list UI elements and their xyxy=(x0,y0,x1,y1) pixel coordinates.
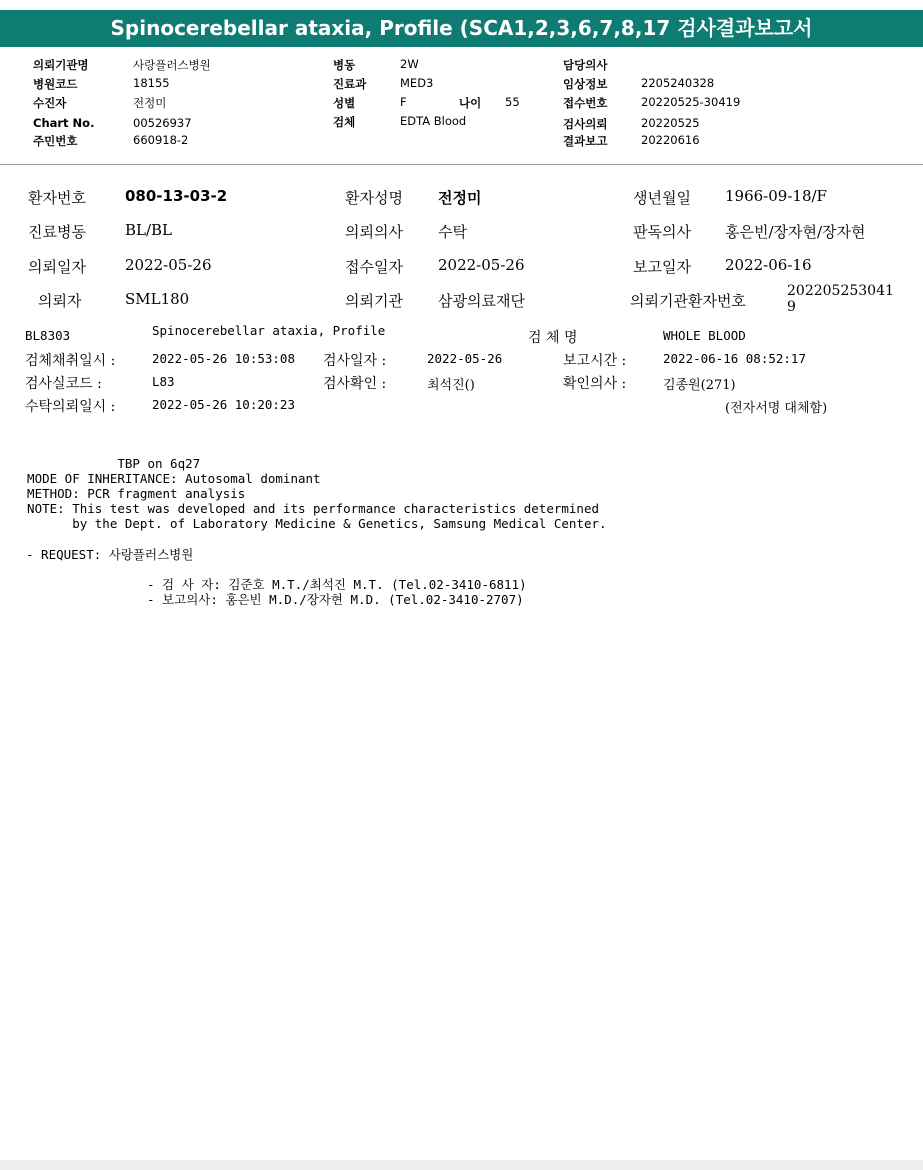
patient-label: 보고일자 xyxy=(633,258,691,276)
signer-line: - 보고의사: 홍은빈 M.D./장자현 M.D. (Tel.02-3410-2707) xyxy=(147,592,524,607)
test-label: 확인의사 : xyxy=(563,376,627,392)
header-value: 20220616 xyxy=(641,133,700,147)
patient-value: 2022-05-26 xyxy=(125,256,212,274)
header-label: 임상정보 xyxy=(563,77,608,91)
test-label: 검체채취일시 : xyxy=(25,353,116,369)
header-value: 20220525-30419 xyxy=(641,95,741,109)
header-value: MED3 xyxy=(400,76,434,90)
patient-label: 환자성명 xyxy=(345,189,403,207)
header-label: 병원코드 xyxy=(33,77,78,91)
test-value: 2022-05-26 xyxy=(427,351,503,366)
patient-label: 판독의사 xyxy=(633,223,691,241)
test-value: 2022-06-16 08:52:17 xyxy=(663,351,806,366)
header-label: 병동 xyxy=(333,58,356,72)
patient-label: 진료병동 xyxy=(28,223,86,241)
report-line: METHOD: PCR fragment analysis xyxy=(12,486,246,501)
test-label: 검사일자 : xyxy=(323,353,387,369)
patient-label: 의뢰의사 xyxy=(345,223,403,241)
header-value: F xyxy=(400,95,407,109)
header-label: Chart No. xyxy=(33,116,95,130)
header-label: 접수번호 xyxy=(563,96,608,110)
header-value: 18155 xyxy=(133,76,170,90)
header-value: 사랑플러스병원 xyxy=(133,58,211,72)
patient-value: 홍은빈/장자현/장자현 xyxy=(725,223,866,241)
patient-value: 삼광의료재단 xyxy=(438,292,525,310)
test-label: 검사확인 : xyxy=(323,376,387,392)
header-value: 2205240328 xyxy=(641,76,715,90)
patient-label: 의뢰기관 xyxy=(345,292,403,310)
patient-value: 2022-06-16 xyxy=(725,256,812,274)
patient-number: 080-13-03-2 xyxy=(125,187,228,205)
signature-note: (전자서명 대체함) xyxy=(725,401,828,416)
specimen-value: WHOLE BLOOD xyxy=(663,328,746,343)
header-label: 담당의사 xyxy=(563,58,608,72)
signer-line: - 검 사 자: 김준호 M.T./최석진 M.T. (Tel.02-3410-6811) xyxy=(147,577,527,592)
specimen-label: 검 체 명 xyxy=(528,330,578,346)
header-label: 결과보고 xyxy=(563,134,608,148)
patient-value: BL/BL xyxy=(125,221,173,239)
header-label: 의뢰기관명 xyxy=(33,58,89,72)
patient-label: 환자번호 xyxy=(28,189,86,207)
request-line: - REQUEST: 사랑플러스병원 xyxy=(26,547,194,562)
header-value: 660918-2 xyxy=(133,133,189,147)
test-code: BL8303 xyxy=(25,328,71,343)
header-label: 주민번호 xyxy=(33,134,78,148)
patient-label: 의뢰기관환자번호 xyxy=(630,292,746,310)
patient-value: SML180 xyxy=(125,290,190,308)
header-label: 검체 xyxy=(333,115,356,129)
header-value: 55 xyxy=(505,95,520,109)
footer-bar xyxy=(0,1160,923,1170)
patient-label: 의뢰일자 xyxy=(28,258,86,276)
report-title: Spinocerebellar ataxia, Profile (SCA1,2,3,6,7,8,17 검사결과보고서 xyxy=(0,10,923,47)
header-label: 진료과 xyxy=(333,77,367,91)
test-value: 2022-05-26 10:53:08 xyxy=(152,351,295,366)
patient-label: 의뢰자 xyxy=(38,292,82,310)
test-value: 김종원(271) xyxy=(663,378,736,393)
report-line: by the Dept. of Laboratory Medicine & Genetics, Samsung Medical Center. xyxy=(12,516,607,531)
header-value: EDTA Blood xyxy=(400,114,467,128)
patient-value: 202205253041 xyxy=(787,283,894,299)
patient-value: 1966-09-18/F xyxy=(725,187,827,205)
test-value: 2022-05-26 10:20:23 xyxy=(152,397,295,412)
report-line: MODE OF INHERITANCE: Autosomal dominant xyxy=(12,471,321,486)
test-name: Spinocerebellar ataxia, Profile xyxy=(152,323,386,338)
header-label: 수진자 xyxy=(33,96,67,110)
patient-label: 생년월일 xyxy=(633,189,691,207)
header-label: 나이 xyxy=(459,96,482,110)
patient-label: 접수일자 xyxy=(345,258,403,276)
header-label: 검사의뢰 xyxy=(563,117,608,131)
header-value: 전정미 xyxy=(133,96,167,110)
test-value: 최석진() xyxy=(427,378,475,393)
patient-name: 전정미 xyxy=(438,189,482,207)
report-line: NOTE: This test was developed and its performance characteristics determined xyxy=(12,501,599,516)
report-line: TBP on 6q27 xyxy=(12,456,201,471)
divider xyxy=(0,164,923,165)
test-label: 검사실코드 : xyxy=(25,376,102,392)
test-value: L83 xyxy=(152,374,175,389)
patient-value-wrap: 9 xyxy=(787,299,796,315)
test-label: 수탁의뢰일시 : xyxy=(25,399,116,415)
patient-value: 수탁 xyxy=(438,223,467,241)
patient-value: 2022-05-26 xyxy=(438,256,525,274)
header-label: 성별 xyxy=(333,96,356,110)
header-value: 20220525 xyxy=(641,116,700,130)
header-value: 00526937 xyxy=(133,116,192,130)
header-value: 2W xyxy=(400,57,419,71)
test-label: 보고시간 : xyxy=(563,353,627,369)
